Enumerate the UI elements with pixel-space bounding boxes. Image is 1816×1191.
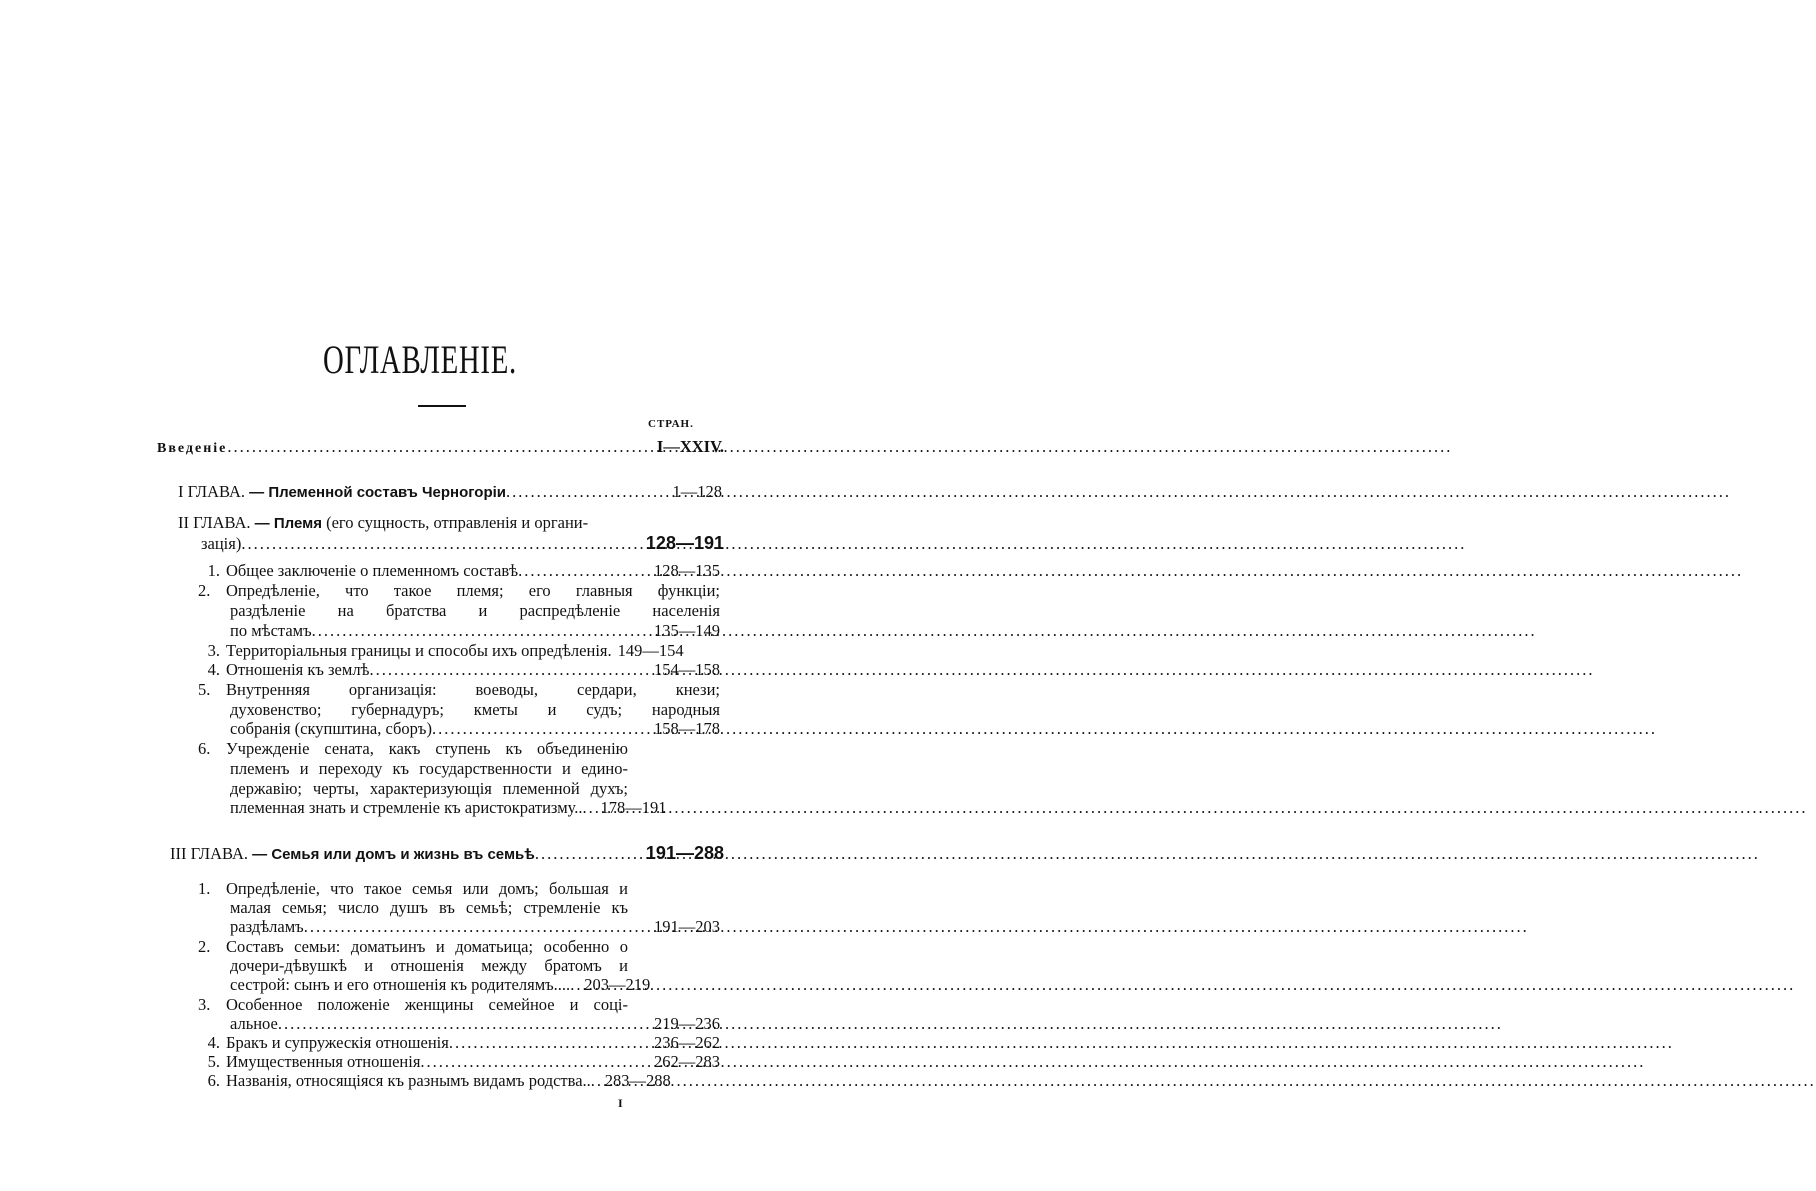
item-text: Составъ семьи: доматьинъ и доматьица; особенно о [226,937,628,956]
toc-pages: 149—154 [617,641,684,660]
item-text: собранія (скупштина, сборъ) [230,719,432,738]
item-number: 6. [207,1071,220,1090]
item-text-line: малая семья; число душъ въ семьѣ; стремленіе къ [230,898,628,917]
chapter-word: ГЛАВА. [190,844,249,863]
page-title: ОГЛАВЛЕНІЕ. [323,337,517,382]
toc-item-cont[interactable] [230,974,720,996]
item-text-line: духовенство; губернадуръ; кметы и судъ; народныя [230,700,720,719]
chapter-heading [178,481,506,504]
item-number: 2. [198,581,211,600]
chapter-title: — Племенной составъ Черногоріи [249,484,507,501]
leader-dots [227,436,651,458]
item-text: Названія, относящіяся къ разнымъ видамъ родства.. [226,1071,591,1090]
item-text-line: племенъ и переходу къ государственности и едино- [230,759,628,778]
item-text-line: раздѣленіе на братства и распредѣленіе населенія [230,601,720,620]
toc-item-cont[interactable] [230,916,720,938]
chapter-number: I [178,482,184,501]
leader-dots [518,560,648,582]
item-text: Опредѣленіе, что такое семья или домъ; большая и [226,879,628,898]
item-text: Общее заключеніе о племенномъ составѣ [226,561,519,580]
item-number: 1. [198,879,211,898]
toc-pages: 158—178 [654,719,720,738]
item-number: 2. [198,937,211,956]
toc-pages: 219—236 [654,1014,720,1033]
chapter-title-cont: зація) [201,534,242,553]
item-text: Имущественныя отношенія [226,1052,421,1071]
toc-pages: 191—288 [645,843,724,863]
item-text: альное [230,1014,278,1033]
item-text: Внутренняя организація: воеводы, сердари, кнези; [226,680,720,699]
leader-dots [570,974,578,996]
leader-dots [506,481,666,503]
signature-mark: I [618,1096,623,1110]
toc-item-cont[interactable] [230,718,720,740]
toc-pages: 262—283 [654,1052,720,1071]
toc-pages: 154—158 [654,660,720,679]
item-number: 1. [207,561,220,580]
pages-column-label: СТРАН. [648,418,694,430]
item-number: 6. [198,739,211,758]
item-text-line: дочери-дѣвушкѣ и отношенія между братомъ и [230,956,628,975]
toc-pages: 1—128 [672,482,722,501]
item-number: 3. [207,641,220,660]
toc-pages: 128—135 [654,561,720,580]
leader-dots [591,1070,599,1092]
toc-item-cont[interactable] [230,620,720,642]
chapter-number: II [178,513,189,532]
toc-item-cont[interactable] [230,797,720,819]
leader-dots [535,843,640,865]
item-number: 4. [207,1033,220,1052]
item-number: 4. [207,660,220,679]
toc-pages: 191—203 [654,917,720,936]
chapter-word: ГЛАВА. [187,482,246,501]
toc-entry-introduction[interactable] [157,436,724,458]
chapter-title: — Семья или домъ и жизнь въ семьѣ [252,846,535,863]
toc-chapter-3[interactable] [170,842,724,864]
toc-pages: 236—262 [654,1033,720,1052]
toc-pages: 283—288 [604,1071,671,1090]
toc-pages: 128—191 [645,533,724,553]
item-text: по мѣстамъ [230,621,312,640]
leader-dots [304,916,648,938]
toc-item[interactable] [198,659,720,681]
chapter-heading [170,843,535,866]
toc-label: Введеніе [157,441,228,456]
toc-chapter-2-cont[interactable] [201,532,724,554]
toc-pages: I—XXIV. [656,437,724,456]
item-text: Опредѣленіе, что такое племя; его главныя функціи; [226,581,720,600]
leader-dots [370,659,648,681]
chapter-word: ГЛАВА. [193,513,251,532]
title-divider [418,405,466,407]
toc-item[interactable] [198,580,720,602]
item-number: 5. [207,1052,220,1071]
item-text-line: державію; черты, характеризующія племенной духъ; [230,779,628,798]
toc-pages: 135—149 [654,621,720,640]
item-number: 5. [198,680,211,699]
leader-dots [432,718,648,740]
item-text: Отношенія къ землѣ [226,660,370,679]
toc-pages: 203—219 [584,975,651,994]
leader-dots [241,533,640,555]
toc-pages: 178—191 [600,798,667,817]
item-text: Особенное положеніе женщины семейное и соці- [226,995,628,1014]
chapter-number: III [170,844,187,863]
toc-item[interactable] [198,738,628,760]
toc-chapter-2[interactable] [178,512,724,534]
toc-chapter-1[interactable] [178,481,722,503]
toc-item[interactable] [198,679,720,701]
item-text: Территоріальныя границы и способы ихъ опредѣленія. [226,641,612,660]
item-text: Бракъ и супружескія отношенія [226,1033,449,1052]
item-number: 3. [198,995,211,1014]
chapter-title-rest: (его сущность, отправленія и органи- [326,513,589,532]
leader-dots [583,797,595,819]
item-text: раздѣламъ [230,917,304,936]
chapter-title-bold: — Племя [254,515,322,532]
item-text: племенная знать и стремленіе къ аристократизму.. [230,798,583,817]
toc-item[interactable] [198,1070,720,1092]
toc-item[interactable] [198,560,720,582]
leader-dots [312,620,648,642]
item-text: Учрежденіе сената, какъ ступень къ объединенію [226,739,628,758]
item-text: сестрой: сынъ и его отношенія къ родителямъ.... [230,975,571,994]
